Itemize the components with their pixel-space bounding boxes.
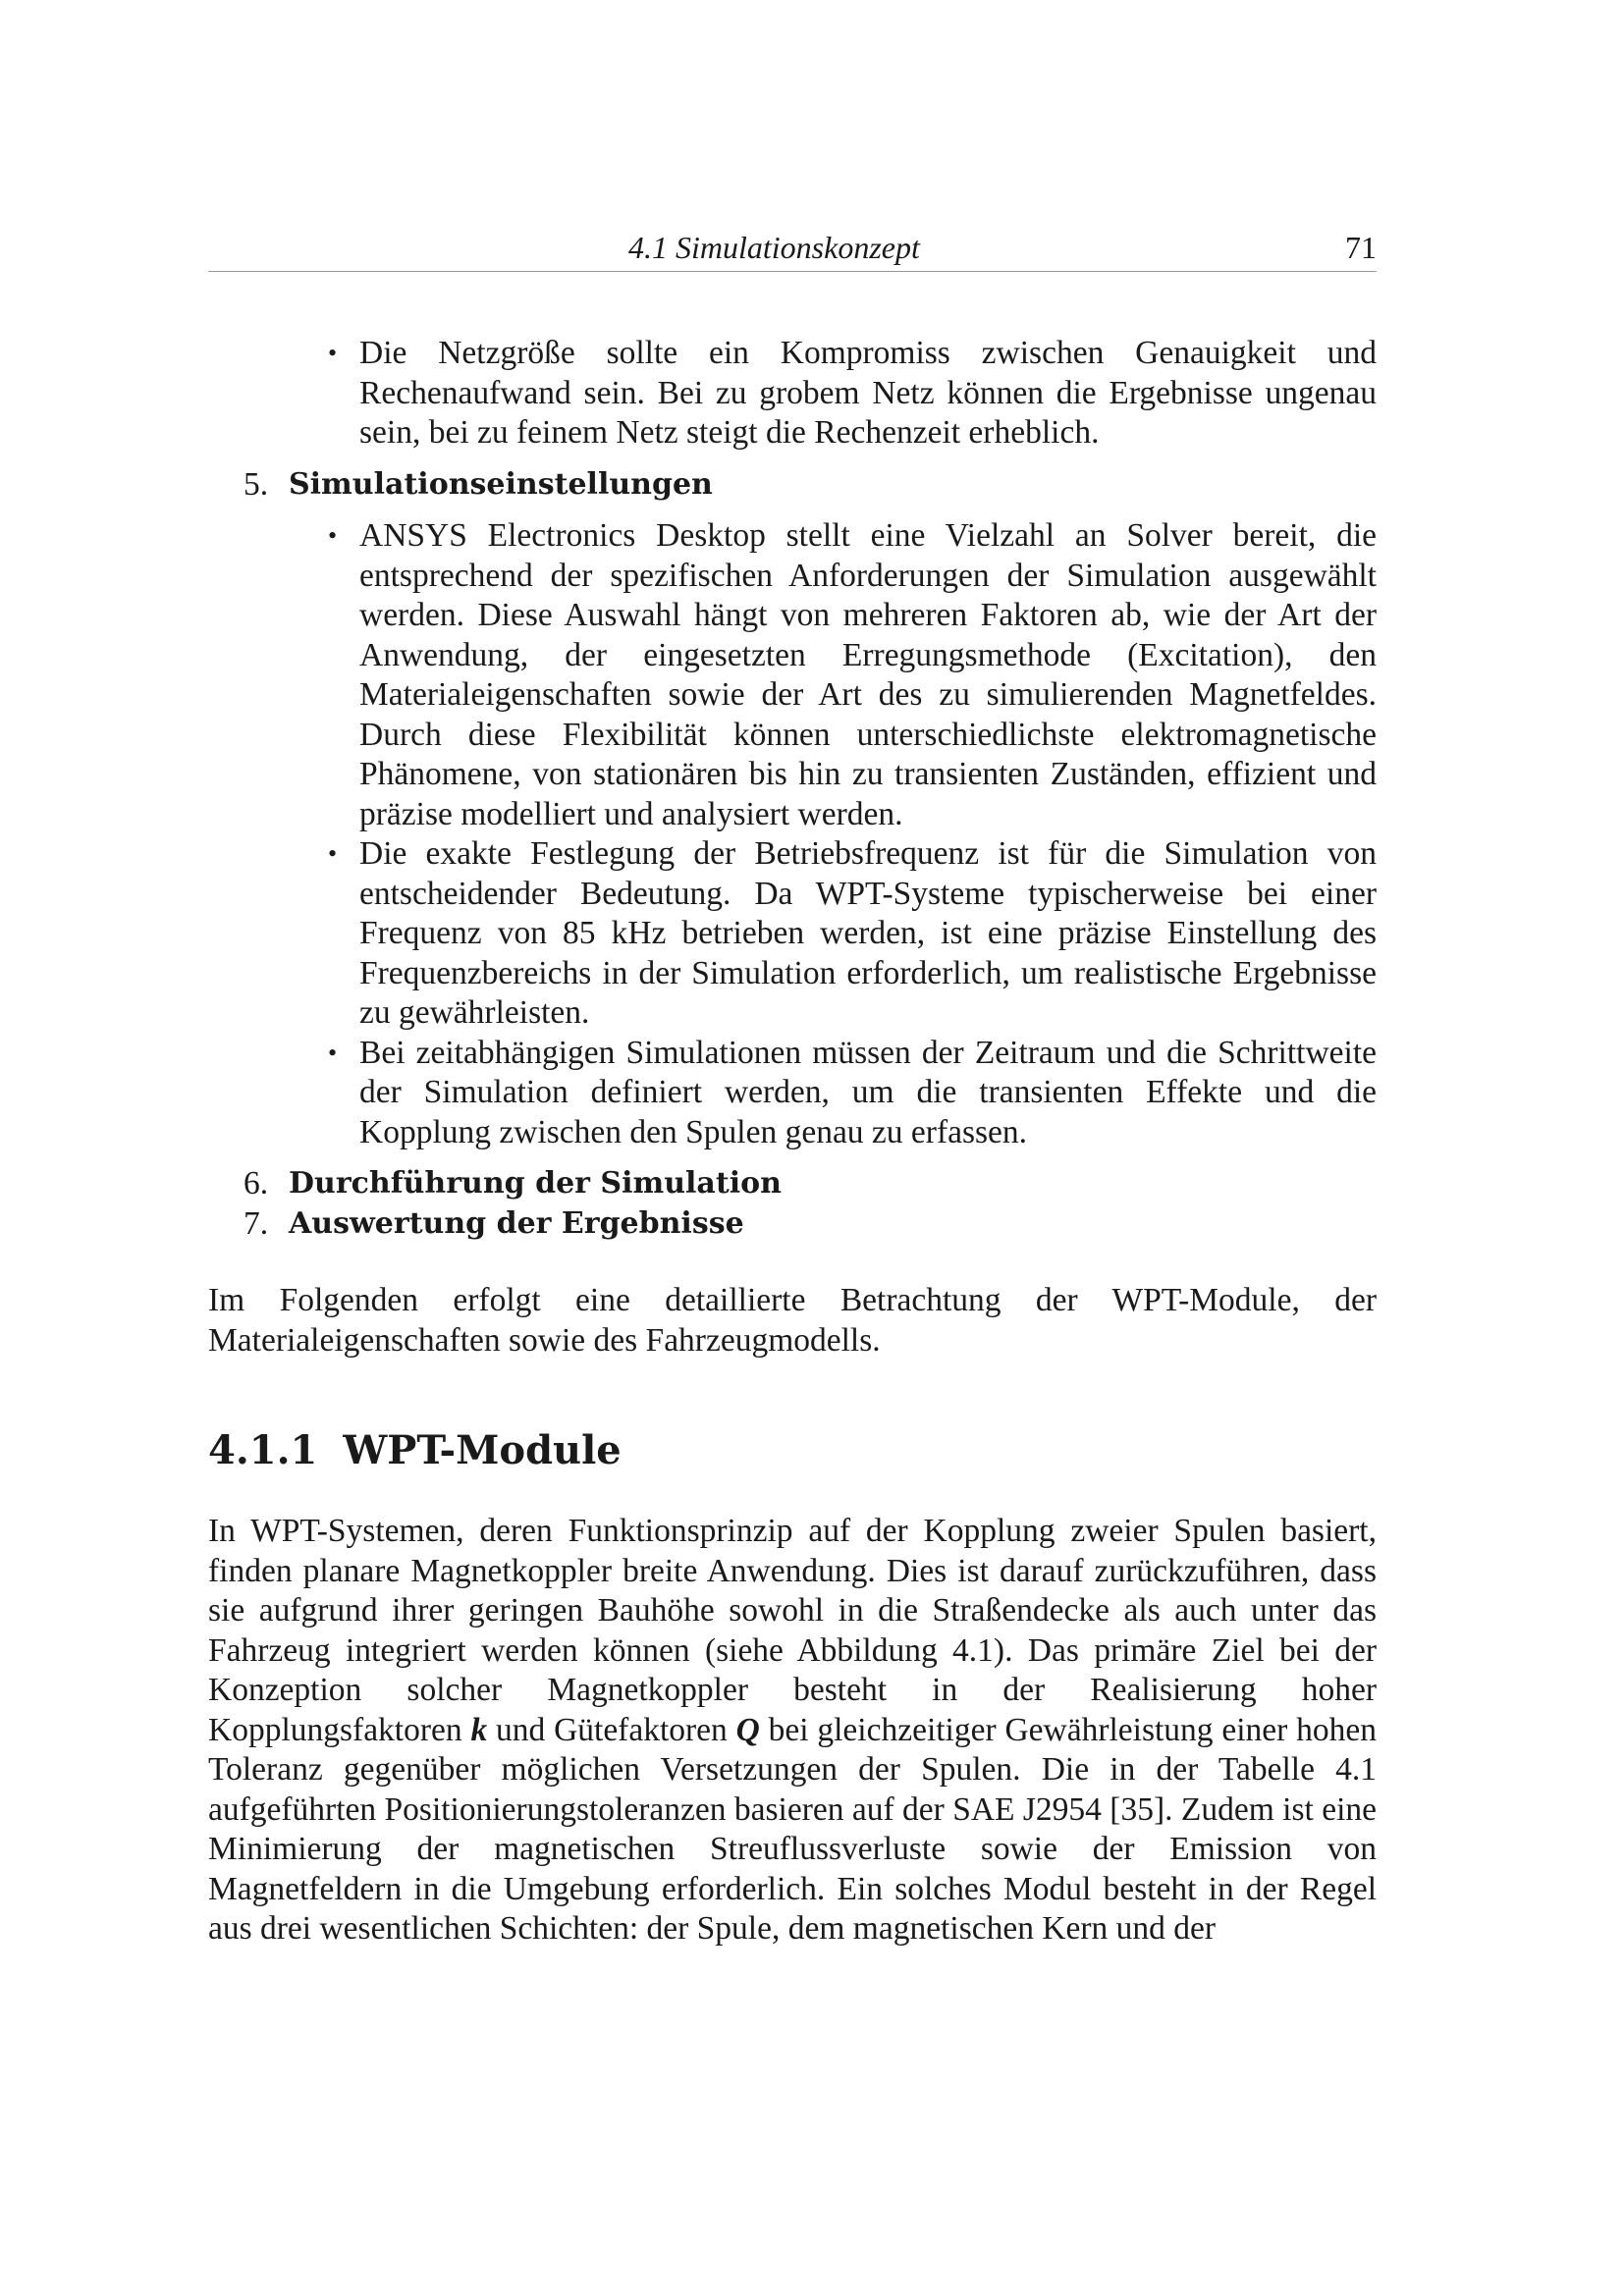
paragraph-text: bei gleichzeitiger Gewährleistung einer hohen Toleranz gegenüber möglichen Versetzungen der Spulen. Die in der Tabelle 4.1 aufgeführten Positionierungstoleranzen basieren auf der SAE J2954 [35]. Zudem ist eine Minimierung der magnetischen Streuflussverluste sowie der Emission von Magnetfeldern in die Umgebung erforderlich. Ein solches Modul besteht in der Regel aus drei wesentlichen Schichten: der Spule, dem magnetischen Kern und der: [208, 1711, 1377, 1947]
bullet-icon: •: [328, 339, 338, 367]
list-item: [328, 516, 1377, 834]
subsection-title: WPT-Module: [343, 1427, 622, 1473]
bullet-text: Bei zeitabhängigen Simulationen müssen der Zeitraum und die Schrittweite der Simulation definiert werden, um die transienten Effekte und die Kopplung zwischen den Spulen genau zu erfassen.: [359, 1034, 1377, 1150]
list-item: [328, 1034, 1377, 1153]
page-number: 71: [1345, 230, 1377, 265]
enum-number: 5.: [244, 465, 269, 503]
paragraph-text: und Gütefaktoren: [487, 1711, 736, 1748]
enum-item-7: [208, 1204, 1377, 1245]
list-item: [328, 834, 1377, 1034]
paragraph-main: [208, 1512, 1377, 1949]
subsection-heading: [208, 1427, 1377, 1474]
bullet-text: ANSYS Electronics Desktop stellt eine Vielzahl an Solver bereit, die entsprechend der spezifischen Anforderungen der Simulation ausgewählt werden. Diese Auswahl hängt von mehreren Faktoren ab, wie der Art der Anwendung, der eingesetzten Erregungsmethode (Excitation), den Materialeigenschaften sowie der Art des zu simulierenden Magnetfeldes. Durch diese Flexibilität können unterschiedlichste elektromagnetische Phänomene, von stationären bis hin zu transienten Zuständen, effizient und präzise modelliert und analysiert werden.: [359, 517, 1377, 832]
paragraph-text: In WPT-Systemen, deren Funktionsprinzip auf der Kopplung zweier Spulen basiert, finden planare Magnetkoppler breite Anwendung. Dies ist darauf zurückzuführen, dass sie aufgrund ihrer geringen Bauhöhe sowohl in die Straßendecke als auch unter das Fahrzeug integriert werden können (siehe Abbildung 4.1). Das primäre Ziel bei der Konzeption solcher Magnetkoppler besteht in der Realisierung hoher Kopplungsfaktoren: [208, 1513, 1377, 1748]
bullet-icon: •: [328, 1038, 338, 1067]
bullet-text: Die exakte Festlegung der Betriebsfrequenz ist für die Simulation von entscheidender Bedeutung. Da WPT-Systeme typischerweise bei einer Frequenz von 85 kHz betrieben werden, ist eine präzise Einstellung des Frequenzbereichs in der Simulation erforderlich, um realistische Ergebnisse zu gewährleisten.: [359, 835, 1377, 1031]
enum-number: 6.: [244, 1165, 269, 1201]
enum-item-5: [208, 465, 1377, 506]
page-content: [208, 334, 1377, 1949]
enum-label: Simulationseinstellungen: [289, 466, 713, 502]
symbol-k: k: [470, 1711, 488, 1748]
enum-number: 7.: [244, 1204, 269, 1242]
running-header: [208, 232, 1377, 272]
list-item: [328, 334, 1377, 454]
enum-item-6: [208, 1164, 1377, 1204]
bullet-list-mesh: [208, 334, 1377, 454]
enum-label: Durchführung der Simulation: [289, 1166, 782, 1201]
bullet-icon: •: [328, 521, 338, 550]
symbol-q: Q: [735, 1711, 760, 1748]
bullet-text: Die Netzgröße sollte ein Kompromiss zwischen Genauigkeit und Rechenaufwand sein. Bei zu grobem Netz können die Ergebnisse ungenau sein, bei zu feinem Netz steigt die Rechenzeit erheblich.: [359, 335, 1377, 451]
paragraph-intro: Im Folgenden erfolgt eine detaillierte Betrachtung der WPT-Module, der Materialeigenschaften sowie des Fahrzeugmodells.: [208, 1282, 1377, 1359]
header-section-title: 4.1 Simulationskonzept: [628, 230, 920, 265]
bullet-icon: •: [328, 839, 338, 868]
bullet-list-simulation-settings: [208, 516, 1377, 1152]
enum-label: Auswertung der Ergebnisse: [289, 1205, 744, 1241]
subsection-number: 4.1.1: [208, 1427, 318, 1473]
